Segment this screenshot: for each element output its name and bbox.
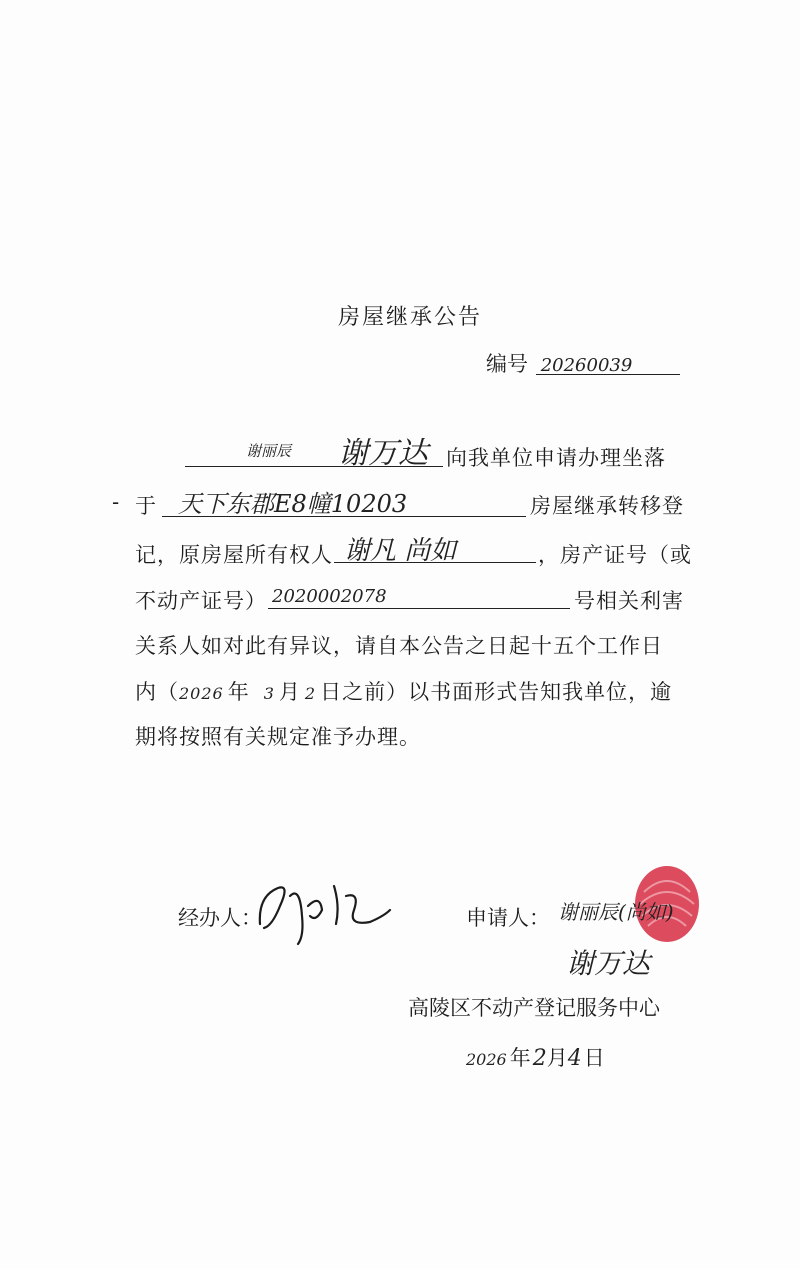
office-name: 高陵区不动产登记服务中心	[408, 996, 660, 1020]
date-month-suffix: 月	[546, 1046, 568, 1070]
handler-label: 经办人：	[178, 906, 262, 930]
deadline-year: 2026	[179, 684, 224, 703]
applicant-signature-text: 谢丽辰(尚如)	[558, 900, 674, 924]
certificate-number: 2020002078	[272, 586, 387, 607]
body-line-5: 关系人如对此有异议，请自本公告之日起十五个工作日	[135, 634, 663, 658]
original-owners: 谢凡 尚如	[344, 536, 457, 566]
body-line-3-suffix: ，房产证号（或	[538, 543, 692, 567]
date-year: 2026	[466, 1050, 507, 1069]
date-day-suffix: 日	[583, 1046, 605, 1070]
property-address: 天下东郡E8幢10203	[178, 490, 408, 518]
serial-value: 20260039	[540, 355, 633, 376]
margin-dash: -	[112, 490, 120, 514]
body-line-2-suffix: 房屋继承转移登	[530, 494, 684, 518]
body-line-4-prefix: 不动产证号）	[135, 589, 267, 613]
deadline-day: 2	[304, 684, 317, 703]
serial-underline	[536, 374, 680, 375]
date-year-suffix: 年	[509, 1046, 531, 1070]
body-line-3-prefix: 记，原房屋所有权人	[135, 543, 333, 567]
body-line-7: 期将按照有关规定准予办理。	[135, 725, 421, 749]
deadline-month: 3	[263, 684, 275, 703]
date-month: 2	[532, 1046, 547, 1071]
applicant-signature-below: 谢万达	[566, 947, 651, 980]
applicant-label: 申请人：	[466, 906, 550, 930]
applicant-signature: 谢万达	[338, 436, 428, 471]
notice-date	[466, 1042, 605, 1072]
body-line-4-suffix: 号相关利害	[574, 589, 684, 613]
body-line-6	[135, 676, 672, 706]
handler-signature	[250, 866, 400, 946]
line6-month-suffix: 月	[278, 680, 301, 704]
body-line-1: 向我单位申请办理坐落	[446, 446, 666, 470]
notice-title: 房屋继承公告	[337, 305, 482, 330]
line6-prefix: 内（	[135, 680, 179, 704]
line6-suffix: 日之前）以书面形式告知我单位，逾	[320, 680, 673, 704]
applicant-name-printed: 谢丽辰	[246, 442, 292, 460]
line6-year-suffix: 年	[227, 680, 250, 704]
cert-underline	[268, 608, 570, 609]
body-line-2-prefix: 于	[135, 494, 157, 518]
date-day: 4	[567, 1046, 582, 1071]
serial-label: 编号	[486, 352, 528, 376]
